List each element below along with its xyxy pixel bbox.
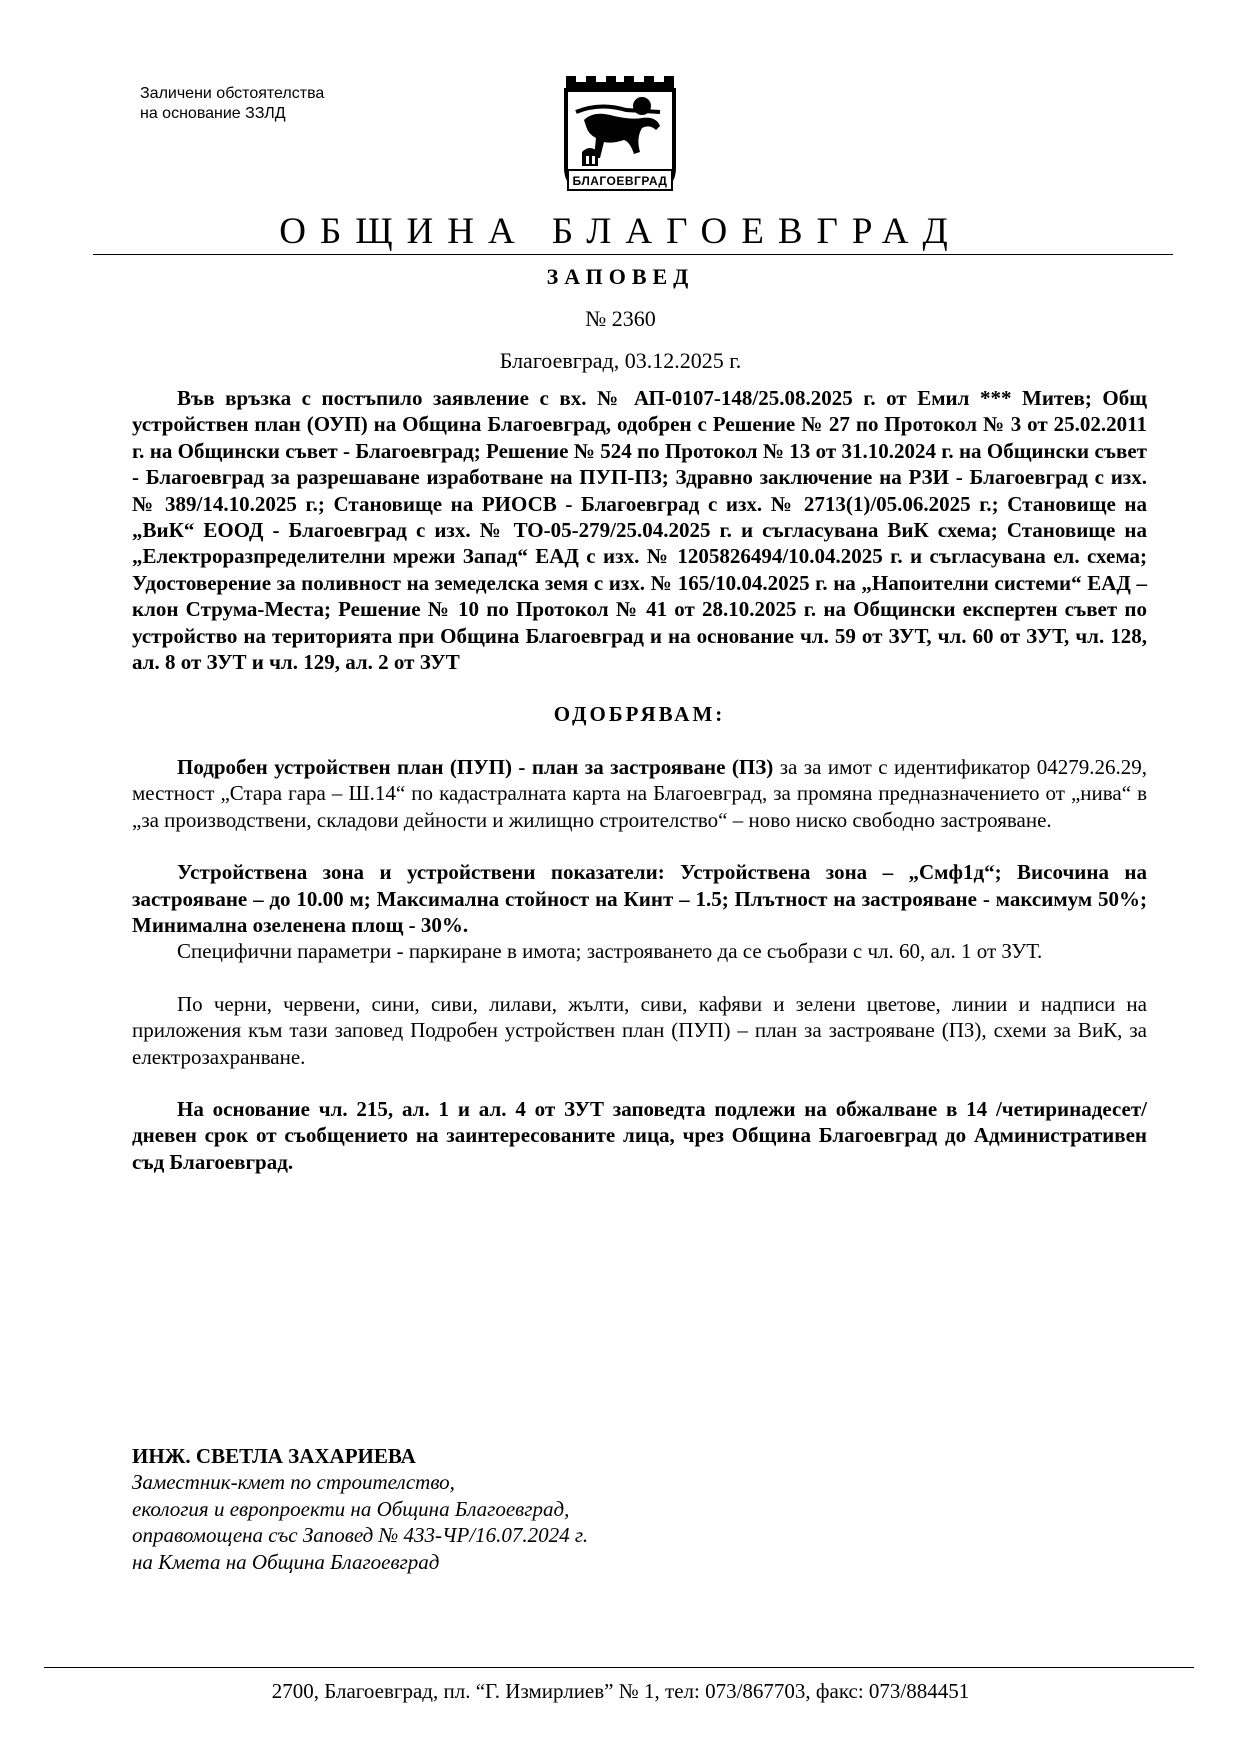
plan-description: за за имот с идентификатор 04279.26.29, местност „Стара гара – Ш.14“ по кадастралната карта на Благоевград, за промяна предназначението от „нива“ в „за производствени, складови дейности и жилищно строителство“ – ново ниско свободно застрояване. bbox=[132, 754, 1147, 832]
plan-paragraph bbox=[132, 754, 1147, 833]
zone-paragraph: Устройствена зона и устройствени показатели: Устройствена зона – „Смф1д“; Височина на застрояване – до 10.00 м; Максимална стойност на Кинт – 1.5; Плътност на застрояване - максимум 50%; Минимална озеленена площ - 30%. bbox=[132, 860, 1147, 937]
municipality-title: ОБЩИНА БЛАГОЕВГРАД bbox=[279, 211, 962, 252]
plan-title: Подробен устройствен план (ПУП) - план за застрояване (ПЗ) bbox=[177, 754, 774, 779]
municipality-crest-icon bbox=[560, 72, 680, 206]
colors-paragraph: По черни, червени, сини, сиви, лилави, жълти, сиви, кафяви и зелени цветове, линии и надписи на приложения към тази заповед Подробен устройствен план (ПУП) – план за застрояване (ПЗ), схеми за ВиК, за електрозахранване. bbox=[132, 991, 1147, 1069]
document-body bbox=[132, 385, 1147, 1175]
preamble-paragraph: Във връзка с постъпило заявление с вх. № АП-0107-148/25.08.2025 г. от Емил *** Митев; Общ устройствен план (ОУП) на Община Благоевград, одобрен с Решение № 27 по Протокол № 3 от 25.02.2011 г. на Общински съвет - Благоевград; Решение № 524 по Протокол № 13 от 31.10.2024 г. на Общински съвет - Благоевград за разрешаване изработване на ПУП-ПЗ; Здравно заключение на РЗИ - Благоевград с изх. № 389/14.10.2025 г.; Становище на РИОСВ - Благоевград с изх. № 2713(1)/05.06.2025 г.; Становище на „ВиК“ ЕООД - Благоевград с изх. № ТО-05-279/25.04.2025 г. и съгласувана ВиК схема; Становище на „Електроразпределителни мрежи Запад“ ЕАД с изх. № 1205826494/10.04.2025 г. и съгласувана ел. схема; Удостоверение за поливност на земеделска земя с изх. № 165/10.04.2025 г. на „Напоителни системи“ ЕАД – клон Струма-Места; Решение № 10 по Протокол № 41 от 28.10.2025 г. на Общински експертен съвет по устройство на територията при Община Благоевград и на основание чл. 59 от ЗУТ, чл. 60 от ЗУТ, чл. 128, ал. 8 от ЗУТ и чл. 129, ал. 2 от ЗУТ bbox=[132, 386, 1147, 675]
document-number: № 2360 bbox=[585, 306, 656, 331]
signatory-role-line1: Заместник-кмет по строителство, bbox=[132, 1470, 455, 1495]
redaction-note-line2: на основание ЗЗЛД bbox=[140, 105, 286, 122]
appeal-paragraph: На основание чл. 215, ал. 1 и ал. 4 от ЗУТ заповедта подлежи на обжалване в 14 /четиринадесет/ дневен срок от съобщението на заинтересованите лица, чрез Община Благоевград до Административен съд Благоевград. bbox=[132, 1096, 1147, 1174]
signatory-role-line2: екология и европроекти на Община Благоевград, bbox=[132, 1496, 570, 1521]
document-place-date: Благоевград, 03.12.2025 г. bbox=[499, 348, 742, 373]
document-type: ЗАПОВЕД bbox=[546, 264, 695, 289]
specific-parameters-paragraph: Специфични параметри - паркиране в имота; застрояването да се съобрази с чл. 60, ал. 1 от ЗУТ. bbox=[177, 939, 1043, 964]
crest-label: БЛАГОЕВГРАД bbox=[572, 174, 668, 188]
redaction-note-line1: Заличени обстоятелства bbox=[140, 85, 325, 102]
signatory-role-line3: оправомощена със Заповед № 433-ЧР/16.07.2024 г. bbox=[132, 1523, 589, 1548]
footer-divider bbox=[44, 1667, 1194, 1668]
footer-address: 2700, Благоевград, пл. “Г. Измирлиев” № 1, тел: 073/867703, факс: 073/884451 bbox=[271, 1679, 970, 1703]
approve-heading: ОДОБРЯВАМ: bbox=[553, 702, 726, 727]
signatory-role-line4: на Кмета на Община Благоевград bbox=[132, 1549, 440, 1574]
header-divider bbox=[93, 254, 1173, 255]
signatory-name: ИНЖ. СВЕТЛА ЗАХАРИЕВА bbox=[132, 1444, 416, 1468]
signature-block bbox=[132, 1443, 588, 1575]
redaction-note bbox=[140, 84, 324, 124]
